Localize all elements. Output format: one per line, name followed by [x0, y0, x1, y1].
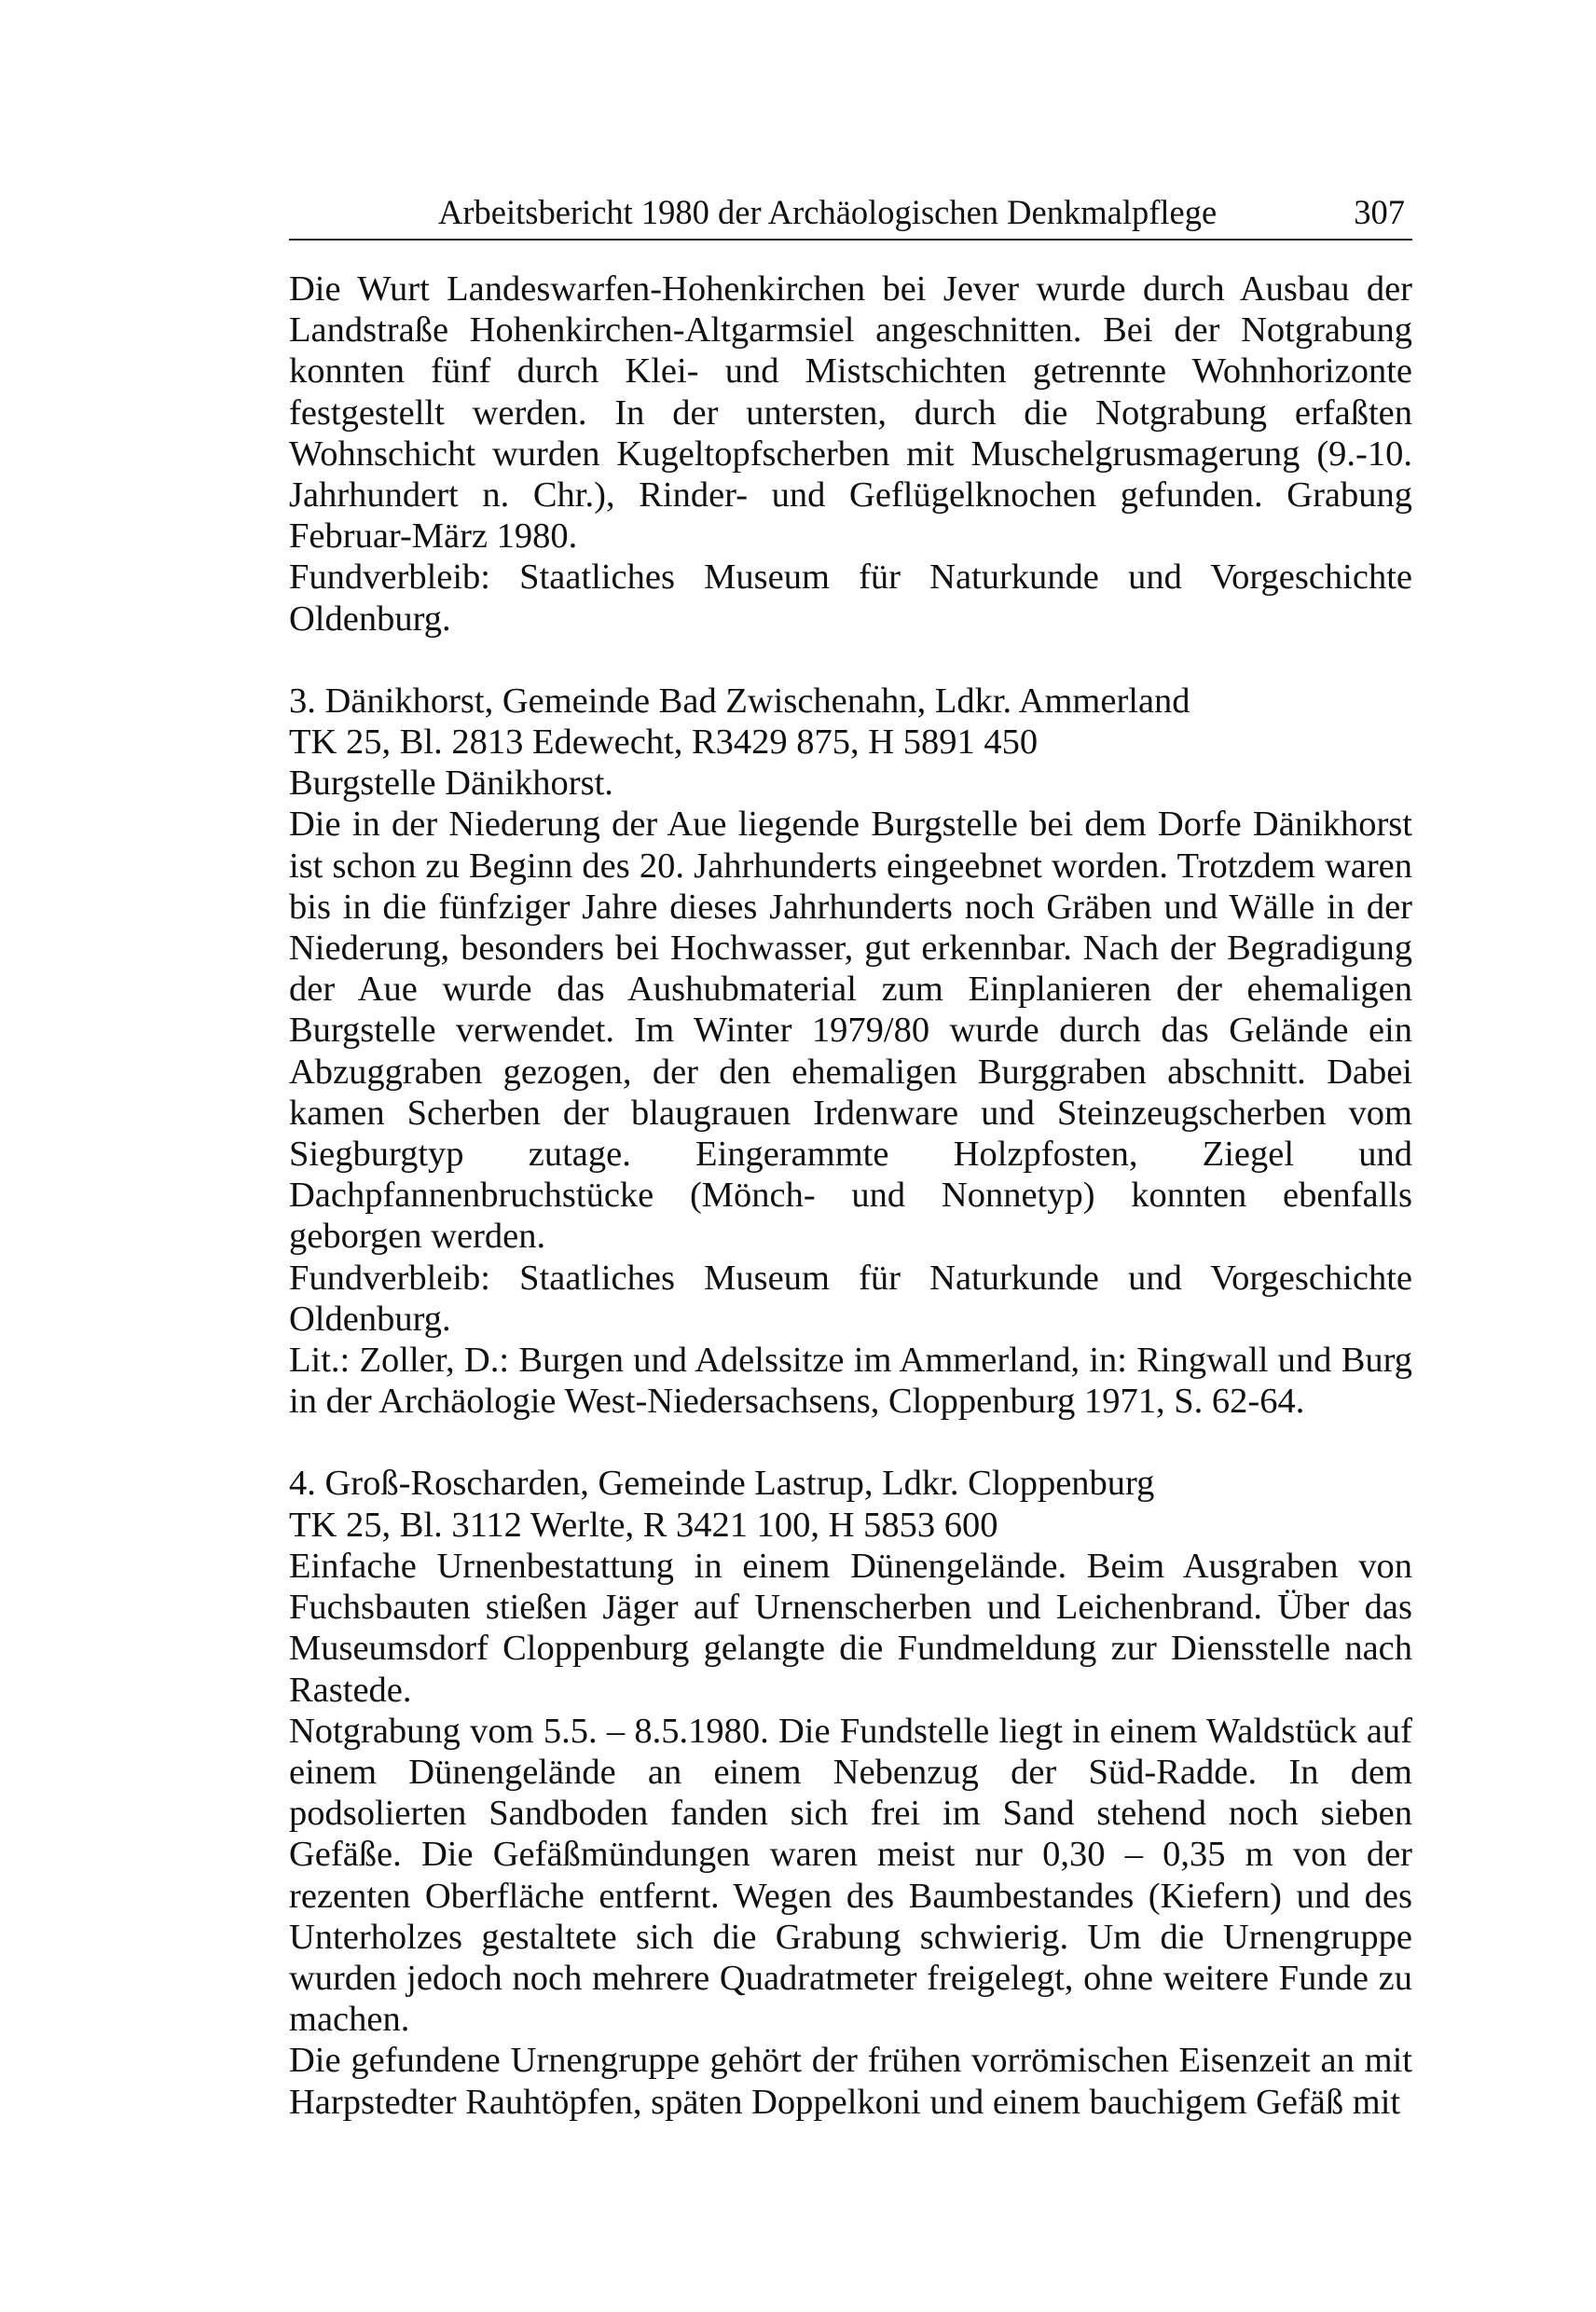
entry-3-map-reference: TK 25, Bl. 2813 Edewecht, R3429 875, H 5891 450: [289, 722, 1039, 763]
paragraph-gap: [289, 1422, 1412, 1463]
entry-4-description: Einfache Urnenbestattung in einem Dünengelände. Beim Ausgraben von Fuchsbauten stießen Jäger auf Urnenscherben und Leichenbrand. Über das Museumsdorf Cloppenburg gelangte die Fundmeldung zur Diensstelle nach Rastede.: [289, 1546, 1412, 1710]
body-text: [289, 268, 1412, 2123]
entry-3-heading: 3. Dänikhorst, Gemeinde Bad Zwischenahn, Ldkr. Ammerland: [289, 681, 1190, 721]
paragraph-wurt-hohenkirchen: Die Wurt Landeswarfen-Hohenkirchen bei Jever wurde durch Ausbau der Landstraße Hohenkirchen-Altgarmsiel angeschnitten. Bei der Notgrabung konnten fünf durch Klei- und Mistschichten getrennte Wohnhorizonte festgestellt werden. In der untersten, durch die Notgrabung erfaßten Wohnschicht wurden Kugeltopfscherben mit Muschelgrusmagerung (9.-10. Jahrhundert n. Chr.), Rinder- und Geflügelknochen gefunden. Grabung Februar-März 1980.: [289, 269, 1412, 557]
paragraph-fundverbleib-1: Fundverbleib: Staatliches Museum für Naturkunde und Vorgeschichte Oldenburg.: [289, 557, 1412, 639]
entry-3-site-name: Burgstelle Dänikhorst.: [289, 764, 613, 804]
entry-3-literature: Lit.: Zoller, D.: Burgen und Adelssitze im Ammerland, in: Ringwall und Burg in der Archäologie West-Niedersachsens, Cloppenburg 1971, S. 62-64.: [289, 1341, 1412, 1422]
entry-4-urnengruppe: Die gefundene Urnengruppe gehört der frühen vorrömischen Eisenzeit an mit Harpstedter Rauhtöpfen, späten Doppelkoni und einem bauchigem Gefäß mit: [289, 2041, 1412, 2122]
running-title: Arbeitsbericht 1980 der Archäologischen Denkmalpflege: [438, 193, 1218, 231]
entry-4-heading: 4. Groß-Roscharden, Gemeinde Lastrup, Ldkr. Cloppenburg: [289, 1464, 1155, 1504]
page-number: 307: [1354, 193, 1405, 231]
paragraph-gap: [289, 640, 1412, 681]
running-header: [289, 186, 1412, 241]
entry-3-fundverbleib: Fundverbleib: Staatliches Museum für Naturkunde und Vorgeschichte Oldenburg.: [289, 1258, 1412, 1339]
entry-4-notgrabung: Notgrabung vom 5.5. – 8.5.1980. Die Fundstelle liegt in einem Waldstück auf einem Dünengelände an einem Nebenzug der Süd-Radde. In dem podsolierten Sandboden fanden sich frei im Sand stehend noch sieben Gefäße. Die Gefäßmündungen waren meist nur 0,30 – 0,35 m von der rezenten Oberfläche entfernt. Wegen des Baumbestandes (Kiefern) und des Unterholzes gestaltete sich die Grabung schwierig. Um die Urnengruppe wurden jedoch noch mehrere Quadratmeter freigelegt, ohne weitere Funde zu machen.: [289, 1711, 1412, 2040]
entry-4-map-reference: TK 25, Bl. 3112 Werlte, R 3421 100, H 5853 600: [289, 1505, 998, 1545]
entry-3-description: Die in der Niederung der Aue liegende Burgstelle bei dem Dorfe Dänikhorst ist schon zu Beginn des 20. Jahrhunderts eingeebnet worden. Trotzdem waren bis in die fünfziger Jahre dieses Jahrhunderts noch Gräben und Wälle in der Niederung, besonders bei Hochwasser, gut erkennbar. Nach der Begradigung der Aue wurde das Aushubmaterial zum Einplanieren der ehemaligen Burgstelle verwendet. Im Winter 1979/80 wurde durch das Gelände ein Abzuggraben gezogen, der den ehemaligen Burggraben abschnitt. Dabei kamen Scherben der blaugrauen Irdenware und Steinzeugscherben vom Siegburgtyp zutage. Eingerammte Holzpfosten, Ziegel und Dachpfannenbruchstücke (Mönch- und Nonnetyp) konnten ebenfalls geborgen werden.: [289, 805, 1412, 1257]
